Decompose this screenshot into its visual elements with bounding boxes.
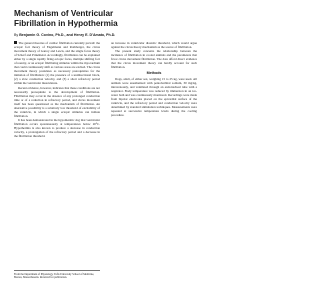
left-paragraph-2: Recent evidence, however, indicates that these conditions are not necessarily prerequisite to the development of fibrillation. Fibrillation may occur in the absence of any prolonged conduction time or of a reduction in refractory period, and circus movement itself has been questioned as the mechanism of fibrillation. An alternative possibility is a relatively low threshold of excitability of the ventricle, in which a single ectopic stimulus can initiate fibrillation. — [14, 85, 100, 118]
title-line-2: Fibrillation in Hypothermia — [14, 18, 118, 28]
authors-names: Benjamin G. Covino, Ph.D., and Henry E. D'Amato, Ph.D. — [19, 33, 116, 37]
right-paragraph-2: The present study concerns the relationship between the incidence of fibrillation in cooled animals and the parameters that favor circus movement fibrillation. The data afford direct evidence that the circus movement theory can hardly account for such fibrillation. — [111, 49, 197, 70]
title-line-1: Mechanism of Ventricular — [14, 9, 114, 18]
right-column — [111, 41, 197, 117]
article-title — [14, 9, 164, 28]
footnote-text: From the Department of Physiology, Tufts University School of Medicine, Boston, Massachusetts. Received for publication. — [14, 272, 95, 279]
right-paragraph-3: Dogs, adult, of either sex, weighing 15 to 25 kg, were used. All animals were anesthetized with pentobarbital sodium, 30 mg/kg, intravenously, and ventilated through an endotracheal tube with a respirator. Body temperature was reduced by immersion in an ice-water bath and was continuously monitored. Recordings were made from bipolar electrodes placed on the epicardial surface of the ventricle, and the refractory period and conduction velocity were determined by standard stimulation techniques. Measurements were repeated at successive temperature levels during the cooling procedure. — [111, 76, 197, 118]
left-paragraph-3: It has been demonstrated in the hypothermic dog that ventricular fibrillation occurs spontaneously at temperatures below 20°C. Hypothermia is also known to produce a decrease in conduction velocity, a prolongation of the refractory period and a decrease in the fibrillation threshold. — [14, 117, 100, 139]
footnote — [14, 270, 100, 279]
methods-heading: Methods — [146, 71, 162, 76]
left-paragraph-1-text: The general theories of cardiac fibrillation currently prevail: the ectopic foci theory of Engelmann and Rothberger, the circus movement theory of Garrey and Lewis, and the single focus theory of Scherf and Prinzmetal. Accordingly, fibrillation can be explained either by a single rapidly firing ectopic focus, multiple shifting foci of reentry, or an ectopic fibrillating stimulus within the myocardium that could continuously shift as various areas are excited. The circus movement theory postulates as necessary prerequisites for the initiation of fibrillation: (1) the presence of a unidirectional block, (2) a slow conduction velocity, and (3) a short refractory period within the ventricular musculature. — [14, 41, 100, 86]
section-marker-icon — [14, 41, 17, 44]
authors-line — [14, 33, 199, 37]
left-paragraph-1 — [14, 41, 100, 86]
authors-prefix: By — [14, 33, 19, 37]
left-column — [14, 41, 100, 138]
right-paragraph-1: an increase in ventricular diastolic threshold, which would argue against the circus theory mechanism as the source of fibrillation. — [111, 41, 197, 50]
